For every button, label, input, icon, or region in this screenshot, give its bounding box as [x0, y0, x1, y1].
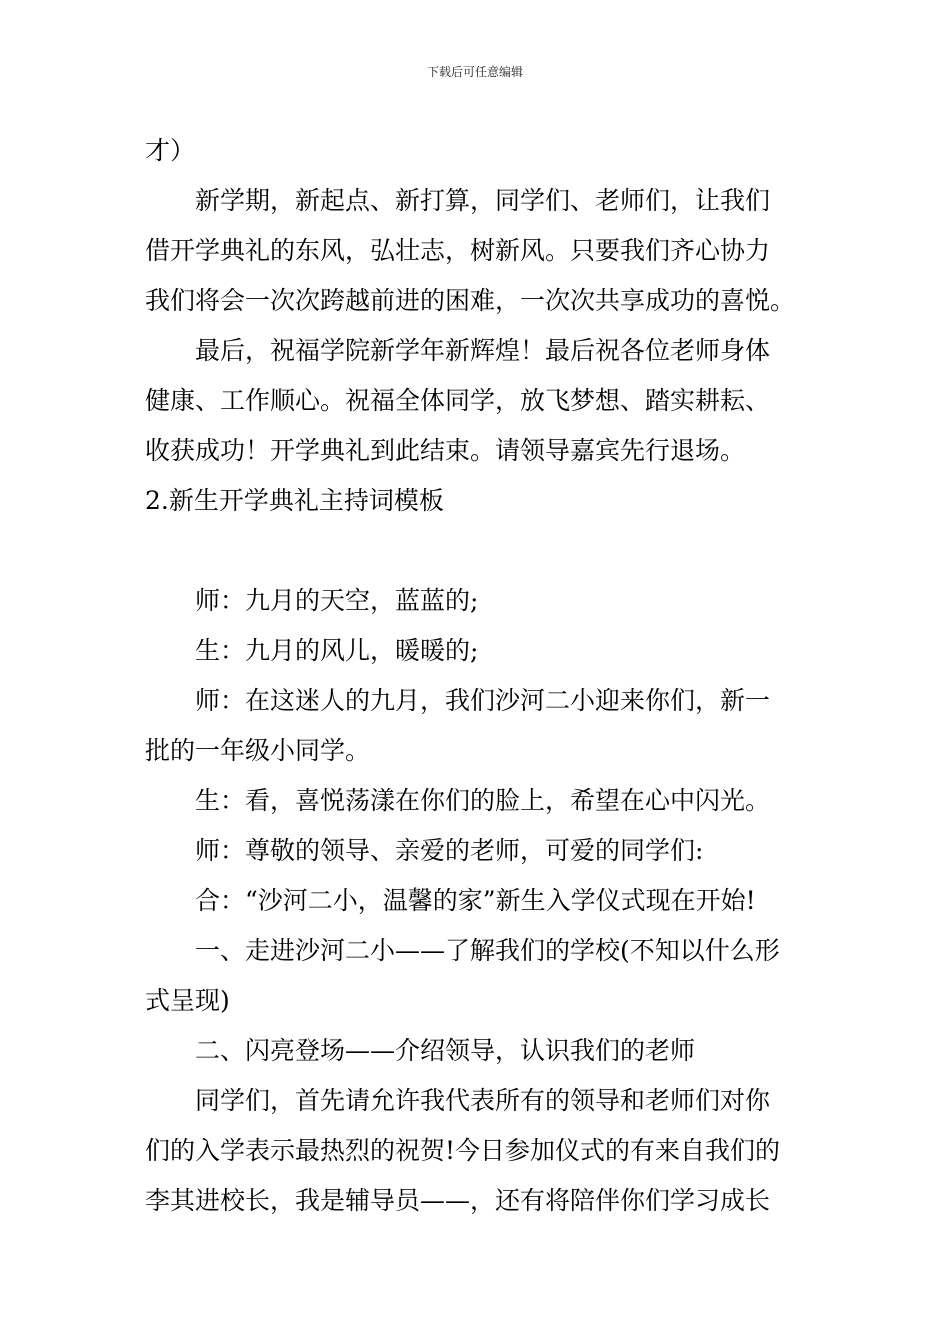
text-line: 式呈现): [145, 986, 230, 1015]
text-line: 新学期，新起点、新打算，同学们、老师们，让我们: [195, 186, 771, 215]
text-line: 批的一年级小同学。: [145, 736, 371, 765]
text-line: 师：在这迷人的九月，我们沙河二小迎来你们，新一: [195, 686, 771, 715]
text-line: 一、走进沙河二小——了解我们的学校(不知以什么形: [195, 936, 780, 965]
text-line: 师：尊敬的领导、亲爱的老师，可爱的同学们:: [195, 836, 704, 865]
text-line: 收获成功！开学典礼到此结束。请领导嘉宾先行退场。: [145, 436, 746, 465]
text-line: 二、闪亮登场——介绍领导，认识我们的老师: [195, 1036, 696, 1065]
text-line: 才）: [145, 136, 196, 165]
text-line: 合：“沙河二小，温馨的家”新生入学仪式现在开始!: [195, 886, 756, 915]
text-line: 生：看，喜悦荡漾在你们的脸上，希望在心中闪光。: [195, 786, 771, 815]
document-body: [145, 126, 815, 1226]
text-line: 最后，祝福学院新学年新辉煌！最后祝各位老师身体: [195, 336, 771, 365]
page-header: 下载后可任意编辑: [426, 65, 523, 79]
text-line: 们的入学表示最热烈的祝贺!今日参加仪式的有来自我们的: [145, 1136, 781, 1165]
text-line: 借开学典礼的东风，弘壮志，树新风。只要我们齐心协力: [145, 236, 771, 265]
text-line: 同学们，首先请允许我代表所有的领导和老师们对你: [195, 1086, 771, 1115]
text-line: 健康、工作顺心。祝福全体同学，放飞梦想、踏实耕耘、: [145, 386, 771, 415]
section-heading: 2.新生开学典礼主持词模板: [145, 486, 444, 515]
blank-line: [145, 526, 815, 576]
text-line: 师：九月的天空，蓝蓝的;: [195, 586, 479, 615]
text-line: 生：九月的风儿，暖暖的;: [195, 636, 479, 665]
text-line: 我们将会一次次跨越前进的困难，一次次共享成功的喜悦。: [145, 286, 796, 315]
text-line: 李其进校长，我是辅导员——，还有将陪伴你们学习成长: [145, 1186, 771, 1215]
